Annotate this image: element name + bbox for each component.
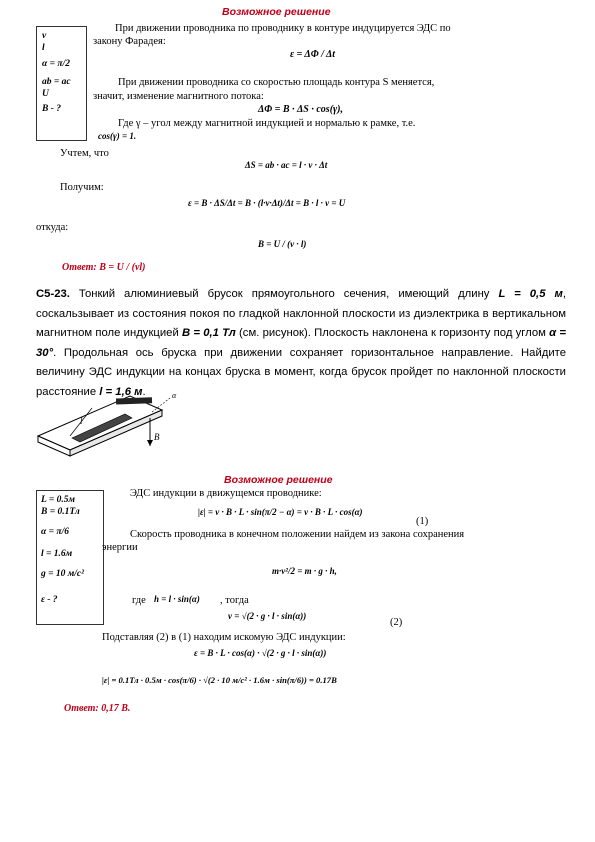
top-text-line: При движении проводника по проводнику в контуре индуцируется ЭДС по [115,23,451,34]
top-text-line: закону Фарадея: [93,36,166,47]
given-item: B - ? [42,104,61,114]
given-item: α = π/2 [42,59,70,69]
top-solution-heading: Возможное решение [222,6,331,18]
formula-velocity: v = √(2 · g · l · sin(α)) [228,611,307,621]
problem-text: , соскальзывает из состояния покоя по гладкой наклонной плоскости из диэлектрика в вертикальном магнитном поле индукцией [36,288,566,339]
top-text-line: При движении проводника со скоростью площадь контура S меняется, [118,77,435,88]
problem-text: (см. рисунок). Плоскость наклонена к горизонту под углом [235,327,550,339]
formula-energy: m·v²/2 = m · g · h, [272,566,337,576]
label-l: l [80,416,83,426]
bottom-text-line: Скорость проводника в конечном положении найдем из закона сохранения [130,529,465,540]
formula-cos: cos(γ) = 1. [98,131,137,141]
b-field-arrowhead [147,440,153,446]
given-item: g = 10 м/с² [41,569,85,579]
aluminium-bar [116,397,152,404]
problem-statement [36,285,566,402]
bottom-text-line: Подставляя (2) в (1) находим искомую ЭДС индукции: [102,632,346,643]
top-answer: Ответ: B = U / (vl) [62,262,146,273]
given-item: ab = ac [42,77,71,87]
top-text-line: Где γ – угол между магнитной индукцией и нормалью к рамке, т.е. [118,118,416,129]
equation-tag-2: (2) [390,617,403,628]
problem-text: Тонкий алюминиевый брусок прямоугольного сечения, имеющий длину [69,288,499,300]
top-text-line: откуда: [36,222,69,233]
formula-emf-motion: |ε| = v · B · L · sin(π/2 − α) = v · B · L · cos(α) [198,507,363,517]
given-item: U [42,89,49,99]
top-text-line: Получим: [60,182,104,193]
label-B: B [154,432,160,442]
problem-length-L: L = 0,5 м [498,288,563,300]
given-item: L = 0.5м [41,495,75,505]
problem-angle-alpha: α = 30° [36,327,567,359]
given-item: α = π/6 [41,527,69,537]
problem-distance-l: l = 1,6 м [99,385,143,398]
given-item: B = 0.1Тл [41,507,80,517]
given-item: ε - ? [41,595,58,605]
bottom-text-line: , тогда [220,595,249,606]
problem-text: . [142,385,146,398]
label-alpha: α [172,391,177,400]
bottom-text-line: ЭДС индукции в движущемся проводнике: [130,488,322,499]
problem-number: С5-23. [36,288,70,300]
formula-h: h = l · sin(α) [154,594,200,604]
given-item: l = 1.6м [41,549,73,559]
given-item: l [42,43,45,53]
formula-faraday: ε = ΔΦ / Δt [290,49,336,60]
formula-final: ε = B · L · cos(α) · √(2 · g · l · sin(α)) [194,648,327,658]
formula-emf: ε = B · ΔS/Δt = B · (l·v·Δt)/Δt = B · l · v = U [188,198,346,208]
problem-induction-B: B = 0,1 Тл [182,327,236,339]
inclined-plane-figure [30,385,190,468]
top-given-box [36,26,87,141]
bottom-text-line: где [132,595,146,606]
bottom-solution-heading: Возможное решение [224,474,333,486]
bottom-answer: Ответ: 0,17 В. [64,703,131,714]
formula-flux: ΔΦ = B · ΔS · cos(γ), [258,104,344,115]
problem-text: . Продольная ось бруска при движении сохраняет горизонтальное направление. Найдите величину ЭДС индукции на концах бруска в момент, когда брусок пройдет по наклонной плоскости расстояние [36,346,566,398]
bottom-text-line: энергии [102,542,138,553]
top-text-line: значит, изменение магнитного потока: [93,91,264,102]
formula-area: ΔS = ab · ac = l · v · Δt [245,160,328,170]
top-text-line: Учтем, что [60,148,109,159]
given-item: v [42,31,47,41]
formula-b: B = U / (v · l) [258,239,307,249]
bottom-given-box [36,490,104,625]
formula-numeric: |ε| = 0.1Тл · 0.5м · cos(π/6) · √(2 · 10 м/с² · 1.6м · sin(π/6)) = 0.17В [102,675,337,685]
equation-tag-1: (1) [416,516,429,527]
